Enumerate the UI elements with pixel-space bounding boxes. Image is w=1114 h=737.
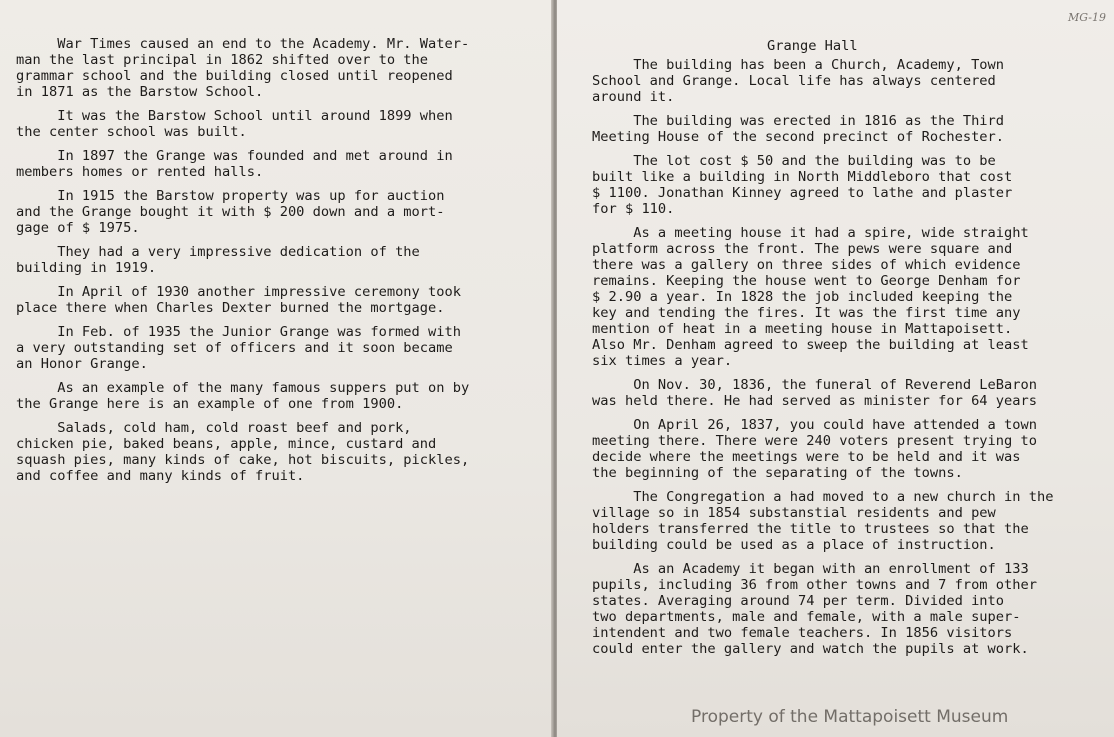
left-paragraph-5: They had a very impressive dedication of the building in 1919. [16,244,420,276]
left-page [0,0,553,737]
left-paragraph-3: In 1897 the Grange was founded and met around in members homes or rented halls. [16,148,453,180]
left-paragraph-6: In April of 1930 another impressive ceremony took place there when Charles Dexter burned the mortgage. [16,284,461,316]
page-heading: Grange Hall [767,38,858,54]
museum-watermark: Property of the Mattapoisett Museum [691,707,1009,727]
left-paragraph-7: In Feb. of 1935 the Junior Grange was formed with a very outstanding set of officers and it soon became an Honor Grange. [16,324,461,372]
left-paragraph-2: It was the Barstow School until around 1899 when the center school was built. [16,108,453,140]
right-paragraph-8: As an Academy it began with an enrollment of 133 pupils, including 36 from other towns and 7 from other states. Averaging around 74 per term. Divided into two departments, male and female, with a male super- intendent and two female teachers. In 1856 visitors could enter the gallery and watch the pupils at work. [592,561,1037,657]
right-page [557,0,1114,737]
left-paragraph-9: Salads, cold ham, cold roast beef and pork, chicken pie, baked beans, apple, mince, custard and squash pies, many kinds of cake, hot biscuits, pickles, and coffee and many kinds of fruit. [16,420,470,484]
right-paragraph-6: On April 26, 1837, you could have attended a town meeting there. There were 240 voters present trying to decide where the meetings were to be held and it was the beginning of the separating of the towns. [592,417,1037,481]
right-paragraph-2: The building was erected in 1816 as the Third Meeting House of the second precinct of Rochester. [592,113,1005,145]
left-paragraph-8: As an example of the many famous suppers put on by the Grange here is an example of one from 1900. [16,380,470,412]
right-paragraph-7: The Congregation a had moved to a new church in the village so in 1854 substanstial residents and pew holders transferred the title to trustees so that the building could be used as a place of instruction. [592,489,1054,553]
right-paragraph-4: As a meeting house it had a spire, wide straight platform across the front. The pews were square and there was a gallery on three sides of which evidence remains. Keeping the house went to George Denham for $ 2.90 a year. In 1828 the job included keeping the key and tending the fires. It was the first time any mention of heat in a meeting house in Mattapoisett. Also Mr. Denham agreed to sweep the building at least six times a year. [592,225,1029,369]
left-paragraph-4: In 1915 the Barstow property was up for auction and the Grange bought it with $ 200 down and a mort- gage of $ 1975. [16,188,445,236]
archive-mark: MG-19 [1068,11,1106,24]
right-paragraph-5: On Nov. 30, 1836, the funeral of Reverend LeBaron was held there. He had served as minister for 64 years [592,377,1037,409]
right-paragraph-1: The building has been a Church, Academy, Town School and Grange. Local life has always centered around it. [592,57,1005,105]
right-paragraph-3: The lot cost $ 50 and the building was to be built like a building in North Middleboro that cost $ 1100. Jonathan Kinney agreed to lathe and plaster for $ 110. [592,153,1013,217]
left-paragraph-1: War Times caused an end to the Academy. Mr. Water- man the last principal in 1862 shifted over to the grammar school and the building closed until reopened in 1871 as the Barstow School. [16,36,470,100]
